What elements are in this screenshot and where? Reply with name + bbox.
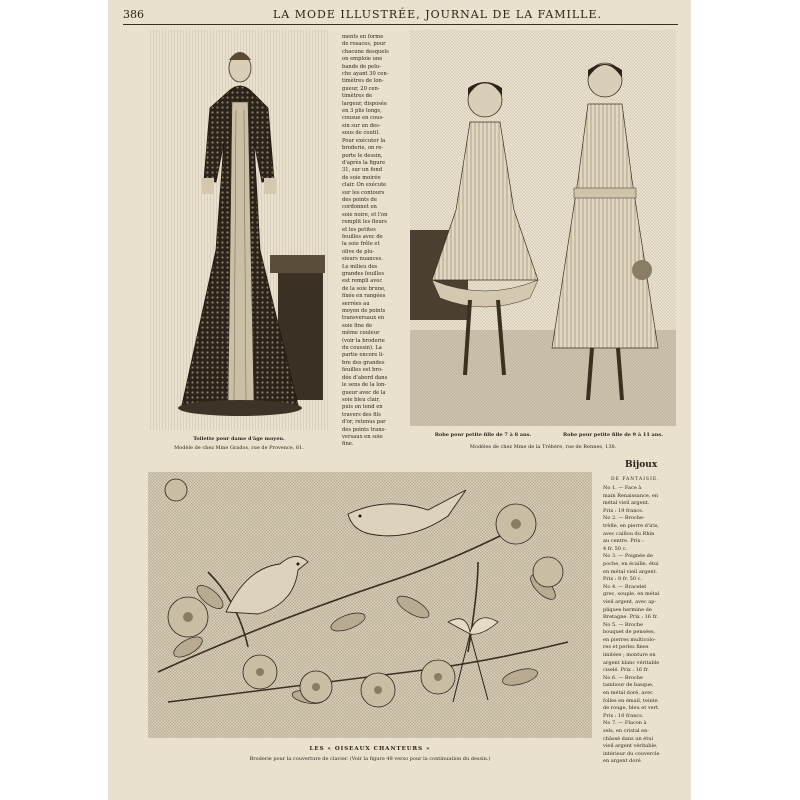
illustration-embroidery-birds [148, 472, 592, 738]
caption-embroidery-title: LES « OISEAUX CHANTEURS » [309, 746, 431, 752]
article-column-text: ments en forme de rosaces, pour chacune desquels on emploie une bande de pelu- che ayant 30 cen- timètres de lon- gueur, 20 cen- timètres de largeur, disposée en 3 plis longs, cousue en cous- sin sur un des- sous de coutil. Pour exécuter la broderie, on re- porte le dessin, d'après la figure 31, sur un fond de soie moirée clair. On exécute sur les contours des points de cordonnet en soie noire, et l'on remplit les fleurs et les petites feuilles avec de la soie frêle et olive de plu- sieurs nuances. Le milieu des grandes feuilles est rempli avec de la soie brune, fixée en rangées serrées au moyen de points transversaux en soie fine de même couleur (voir la broderie du coussin). La partie encore li- bre des grandes feuilles est bro- dée d'abord dans le sens de la lon- gueur avec de la soie bleu clair, puis on tend en travers des fils d'or, retenus par des points trans- versaux en soie fine. [342, 34, 389, 448]
illustration-girls-dresses [410, 30, 676, 426]
bijoux-subheading: DE FANTAISIE. [611, 477, 660, 482]
page-header-title: LA MODE ILLUSTRÉE, JOURNAL DE LA FAMILLE. [273, 8, 603, 21]
caption-girl-1-title: Robe pour petite fille de 7 à 8 ans. [434, 432, 532, 438]
caption-embroidery-credit: Broderie pour la couverture de clavier. (Voir la figure 48 verso pour la continuation du dessin.) [249, 756, 491, 762]
illustration-lady-dress [150, 30, 328, 430]
header-rule [123, 24, 678, 25]
bijoux-text: No 1. — Face à main Renaissance, en métal vieil argent. Prix : 19 francs. No 2. — Broche- trèfle, en pierre d'iris, avec caillou du Rhin au centre. Prix : 4 fr. 50 c. No 3. — Poignée de poche, en écaille, étui en métal vieil argent. Prix : 8 fr. 50 c. No 4. — Bracelet grec, souple, en métal vieil argent, avec ap- pliques hermine de Bretagne. Prix : 16 fr. No 5. — Broche bouquet de pensées, en pierres multicolo- res et perles fines imitées ; monture en argent blanc véritable ciselé. Prix : 16 fr. No 6. — Broche tambour de basque, en métal doré, avec folles en émail, teinte de rouge, bleu et vert. Prix : 10 francs. No 7. — Flacon à sels, en cristal en- châssé dans un étui vieil argent véritable, intérieur du couvercle en argent doré [603, 485, 660, 765]
caption-girl-2-title: Robe pour petite fille de 9 à 11 ans. [563, 432, 663, 438]
caption-girls-credit: Modèles de chez Mme de la Tréhère, rue de Rennes, 138. [469, 444, 617, 450]
caption-lady-title: Toilette pour dame d'âge moyen. [193, 436, 285, 442]
page-number: 386 [123, 8, 144, 21]
caption-lady-credit: Modèle de chez Mme Grados, rue de Provence, 61. [174, 445, 304, 451]
bijoux-heading: Bijoux [625, 460, 658, 470]
magazine-page [108, 0, 691, 800]
